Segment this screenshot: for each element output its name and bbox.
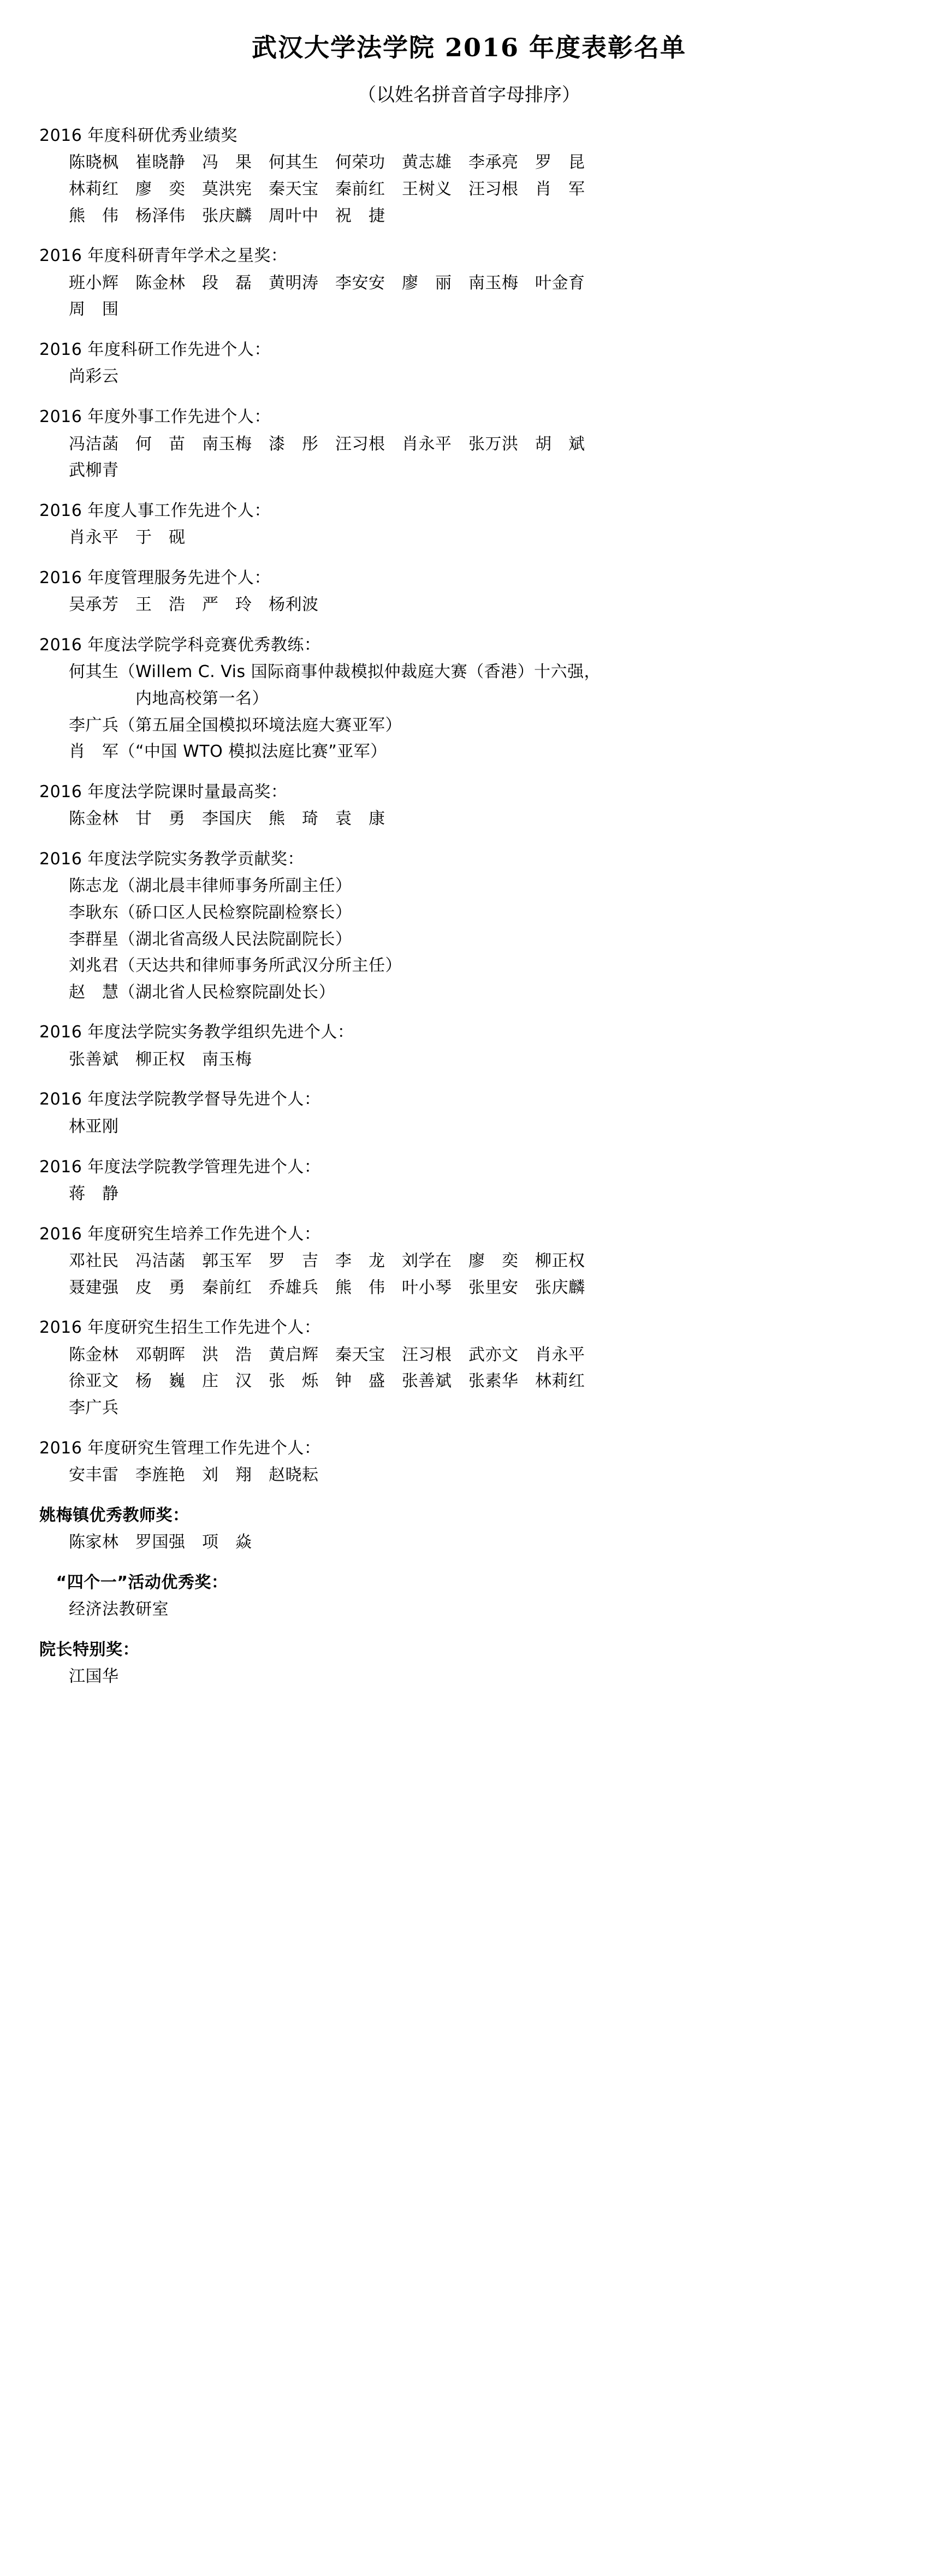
- award-name-line: 徐亚文 杨 巍 庄 汉 张 烁 钟 盛 张善斌 张素华 林莉红: [69, 1372, 585, 1391]
- award-name-line: 何其生（Willem C. Vis 国际商事仲裁模拟仲裁庭大赛（香港）十六强，: [69, 662, 601, 682]
- page-title: 武汉大学法学院 2016 年度表彰名单: [251, 33, 687, 62]
- award-name-line: 熊 伟 杨泽伟 张庆麟 周叶中 祝 捷: [69, 206, 385, 225]
- award-name-line: 李广兵: [69, 1398, 119, 1418]
- award-name-line: 蒋 静: [69, 1184, 119, 1204]
- award-name-line: 李耿东（硚口区人民检察院副检察长）: [69, 903, 352, 922]
- award-section-heading: 2016 年度研究生管理工作先进个人：: [39, 1438, 321, 1458]
- award-section-body: [39, 150, 899, 229]
- award-section: [39, 1570, 899, 1623]
- award-name-line: 林莉红 廖 奕 莫洪宪 秦天宝 秦前红 王树义 汪习根 肖 军: [69, 180, 585, 199]
- page-subtitle: （以姓名拼音首字母排序）: [358, 84, 580, 106]
- award-name-line: 张善斌 柳正权 南玉梅: [69, 1049, 252, 1069]
- sections-container: [39, 123, 899, 1690]
- award-section-heading: 姚梅镇优秀教师奖：: [39, 1505, 189, 1525]
- award-section-body: [39, 1664, 899, 1690]
- award-section: [39, 1020, 899, 1073]
- award-section: [39, 566, 899, 619]
- award-section-body: [39, 592, 899, 619]
- award-name-line: 冯洁菡 何 苗 南玉梅 漆 彤 汪习根 肖永平 张万洪 胡 斌: [69, 434, 585, 454]
- award-section: [39, 1315, 899, 1421]
- award-name-line: 陈金林 邓朝晖 洪 浩 黄启辉 秦天宝 汪习根 武亦文 肖永平: [69, 1345, 585, 1364]
- award-section: [39, 633, 899, 765]
- award-section-heading: 2016 年度法学院教学督导先进个人：: [39, 1090, 321, 1109]
- award-name-line: 陈晓枫 崔晓静 冯 果 何其生 何荣功 黄志雄 李承亮 罗 昆: [69, 153, 585, 173]
- award-name-line: 周 围: [69, 300, 119, 319]
- award-section: [39, 123, 899, 229]
- award-section-heading: 2016 年度法学院教学管理先进个人：: [39, 1157, 321, 1177]
- award-name-line: 刘兆君（天达共和律师事务所武汉分所主任）: [69, 956, 402, 976]
- award-name-line: 赵 慧（湖北省人民检察院副处长）: [69, 982, 335, 1002]
- award-name-line: 李广兵（第五届全国模拟环境法庭大赛亚军）: [69, 715, 402, 735]
- award-name-line: 尚彩云: [69, 367, 119, 387]
- award-section-heading: 2016 年度法学院学科竞赛优秀教练：: [39, 635, 321, 655]
- award-name-line: 班小辉 陈金林 段 磊 黄明涛 李安安 廖 丽 南玉梅 叶金育: [69, 273, 585, 293]
- award-section: [39, 498, 899, 551]
- award-section-body: [39, 806, 899, 833]
- award-name-line: 武柳青: [69, 461, 119, 480]
- award-section-heading: 2016 年度研究生培养工作先进个人：: [39, 1224, 321, 1244]
- award-name-line: 邓社民 冯洁菡 郭玉军 罗 吉 李 龙 刘学在 廖 奕 柳正权: [69, 1251, 585, 1271]
- award-section: [39, 405, 899, 484]
- award-section-heading: 院长特别奖：: [39, 1640, 139, 1659]
- award-section: [39, 1436, 899, 1489]
- award-section-body: [39, 1181, 899, 1208]
- award-name-line: 江国华: [69, 1667, 119, 1687]
- award-section-heading: 2016 年度人事工作先进个人：: [39, 501, 271, 520]
- award-section-body: [39, 1114, 899, 1141]
- award-section-body: [39, 1596, 899, 1623]
- award-section-body: [39, 1462, 899, 1489]
- award-section: [39, 1637, 899, 1690]
- award-section: [39, 1087, 899, 1140]
- award-name-line: 肖 军（“中国 WTO 模拟法庭比赛”亚军）: [69, 742, 387, 762]
- award-name-line: 肖永平 于 砚: [69, 528, 186, 548]
- award-section: [39, 780, 899, 833]
- award-section-body: [39, 270, 899, 323]
- award-section-heading: 2016 年度法学院实务教学组织先进个人：: [39, 1023, 354, 1042]
- award-section: [39, 1155, 899, 1208]
- award-section-body: [39, 525, 899, 551]
- award-name-line: 安丰雷 李旌艳 刘 翔 赵晓耘: [69, 1465, 319, 1485]
- award-section: [39, 1222, 899, 1302]
- award-section-heading: “四个一”活动优秀奖：: [39, 1572, 228, 1592]
- award-name-line: 经济法教研室: [69, 1600, 169, 1619]
- award-section: [39, 337, 899, 390]
- award-section-heading: 2016 年度研究生招生工作先进个人：: [39, 1318, 321, 1338]
- award-name-line: 陈家林 罗国强 项 焱: [69, 1533, 252, 1552]
- award-name-line: 林亚刚: [69, 1117, 119, 1136]
- award-section-heading: 2016 年度管理服务先进个人：: [39, 568, 271, 587]
- award-section-body: [39, 364, 899, 390]
- award-section: [39, 244, 899, 323]
- award-section: [39, 1503, 899, 1556]
- award-section: [39, 847, 899, 1006]
- award-section-body: [39, 1529, 899, 1556]
- award-section-heading: 2016 年度外事工作先进个人：: [39, 407, 271, 427]
- award-section-body: [39, 659, 899, 765]
- award-name-line: 李群星（湖北省高级人民法院副院长）: [69, 929, 352, 949]
- award-section-heading: 2016 年度科研优秀业绩奖: [39, 126, 238, 145]
- award-section-heading: 2016 年度法学院课时量最高奖：: [39, 782, 288, 802]
- award-name-line: 陈志龙（湖北晨丰律师事务所副主任）: [69, 876, 352, 896]
- award-name-line: 吴承芳 王 浩 严 玲 杨利波: [69, 595, 319, 615]
- award-name-line: 陈金林 甘 勇 李国庆 熊 琦 袁 康: [69, 809, 385, 829]
- award-section-body: [39, 1047, 899, 1073]
- award-section-heading: 2016 年度法学院实务教学贡献奖：: [39, 849, 304, 869]
- award-section-body: [39, 1342, 899, 1422]
- award-section-body: [39, 1248, 899, 1301]
- award-section-body: [39, 431, 899, 484]
- award-name-line: 聂建强 皮 勇 秦前红 乔雄兵 熊 伟 叶小琴 张里安 张庆麟: [69, 1278, 585, 1297]
- award-section-heading: 2016 年度科研青年学术之星奖：: [39, 246, 288, 266]
- award-section-heading: 2016 年度科研工作先进个人：: [39, 340, 271, 359]
- award-section-body: [39, 873, 899, 1006]
- award-name-line: 内地高校第一名）: [69, 689, 269, 709]
